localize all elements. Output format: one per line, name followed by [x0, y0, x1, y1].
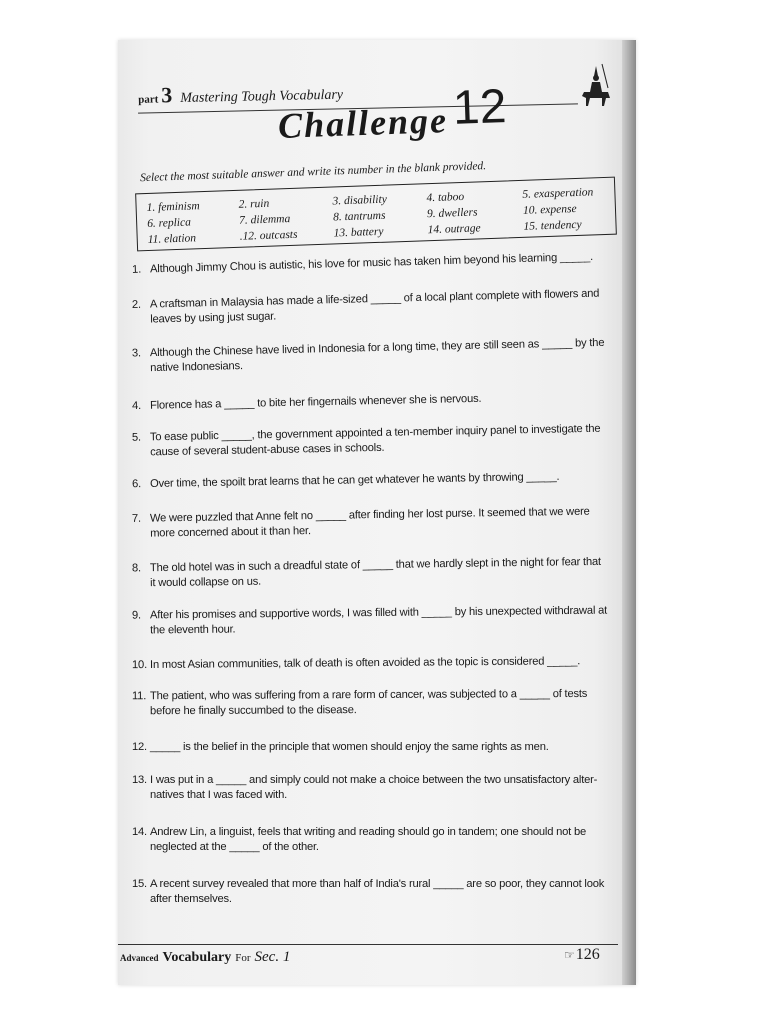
question-text: I was put in a _____ and simply could not make a choice between the two unsatisfactory alter-: [150, 774, 598, 786]
word-column-3: [332, 192, 388, 242]
footer-advanced: Advanced: [120, 953, 159, 963]
question-text: In most Asian communities, talk of death is often avoided as the topic is considered _____.: [149, 655, 581, 671]
question-9: [132, 603, 622, 637]
instruction-text: Select the most suitable answer and write its number in the blank provided.: [139, 160, 487, 185]
word-option: .12. outcasts: [239, 228, 298, 243]
question-text: A recent survey revealed that more than half of India's rural _____ are so poor, they cannot look: [150, 878, 605, 890]
question-text-cont: native Indonesians.: [150, 359, 243, 374]
horse-rider-icon: [578, 62, 614, 110]
question-number: 4.: [131, 399, 142, 413]
footer-title: [120, 948, 290, 966]
question-text: Although Jimmy Chou is autistic, his love for music has taken him beyond his learning _____.: [149, 250, 594, 276]
question-8: [132, 555, 622, 591]
word-option: 6. replica: [146, 216, 192, 230]
word-option: 2. ruin: [238, 197, 270, 211]
section-title: Mastering Tough Vocabulary: [180, 87, 344, 107]
question-number: 6.: [131, 478, 142, 491]
question-7: [132, 504, 622, 541]
word-column-2: [238, 195, 297, 245]
word-option: 11. elation: [147, 232, 197, 246]
question-text: To ease public _____, the government appointed a ten-member inquiry panel to investigate the: [149, 422, 601, 444]
word-column-1: [146, 198, 201, 248]
question-text-cont: after themselves.: [150, 892, 232, 905]
word-option: 3. disability: [332, 193, 388, 208]
question-number: 8.: [131, 562, 141, 575]
challenge-number: 12: [452, 80, 508, 135]
question-text: Although the Chinese have lived in Indonesia for a long time, they are still seen as _____ by the: [149, 336, 605, 360]
question-text: Over time, the spoilt brat learns that he can get whatever he wants by throwing _____.: [149, 470, 560, 490]
word-option: 5. exasperation: [522, 186, 594, 201]
question-13: [132, 773, 622, 802]
question-number: 12.: [132, 741, 147, 753]
question-6: [132, 469, 622, 492]
question-3: [132, 335, 623, 375]
question-text-cont: it would collapse on us.: [150, 575, 262, 589]
question-number: 13.: [132, 774, 147, 786]
question-4: [132, 389, 622, 414]
question-10: [132, 654, 622, 673]
question-number: 2.: [131, 298, 141, 311]
footer-rule: [118, 944, 618, 945]
word-option: 8. tantrums: [332, 209, 386, 224]
question-number: 9.: [131, 609, 141, 622]
question-14: [132, 825, 622, 854]
question-text-cont: leaves by using just sugar.: [150, 309, 277, 326]
question-text-cont: cause of several student-abuse cases in schools.: [150, 441, 385, 458]
part-number: 3: [160, 82, 173, 108]
word-option: 9. dwellers: [426, 206, 478, 221]
question-text: We were puzzled that Anne felt no _____ after finding her lost purse. It seemed that we were: [149, 505, 590, 525]
question-11: [132, 687, 622, 719]
word-column-4: [426, 188, 481, 238]
question-text-cont: before he finally succumbed to the disease.: [150, 703, 357, 717]
word-option: 1. feminism: [146, 200, 200, 214]
question-number: 14.: [132, 826, 147, 838]
word-bank: [135, 177, 617, 252]
word-column-5: [522, 184, 595, 234]
question-text: Florence has a _____ to bite her fingernails whenever she is nervous.: [149, 392, 482, 412]
word-option: 10. expense: [522, 202, 577, 217]
question-number: 5.: [131, 431, 141, 444]
question-number: 11.: [131, 690, 147, 703]
word-option: 7. dilemma: [238, 212, 291, 227]
question-text: After his promises and supportive words, I was filled with _____ by his unexpected withdrawal at: [149, 604, 608, 622]
question-15: [132, 877, 622, 906]
footer-vocabulary: Vocabulary: [162, 950, 232, 965]
question-text-cont: the eleventh hour.: [150, 622, 236, 636]
question-1: [132, 249, 622, 277]
question-number: 3.: [131, 347, 141, 360]
question-number: 15.: [132, 878, 147, 890]
question-text: _____ is the belief in the principle that women should enjoy the same rights as men.: [150, 741, 549, 753]
part-label: part: [138, 93, 159, 106]
question-text-cont: natives that I was faced with.: [150, 788, 288, 801]
book-page: [118, 40, 636, 985]
word-option: 14. outrage: [427, 222, 481, 237]
page-number-text: 126: [575, 946, 600, 963]
question-number: 7.: [131, 512, 141, 525]
question-text: The old hotel was in such a dreadful state of _____ that we hardly slept in the night for fear that: [149, 555, 601, 575]
challenge-title: Challenge: [277, 100, 449, 146]
question-text: The patient, who was suffering from a rare form of cancer, was subjected to a _____ of tests: [149, 687, 588, 703]
question-number: 10.: [131, 659, 148, 672]
word-option: 4. taboo: [426, 190, 465, 205]
question-text: Andrew Lin, a linguist, feels that writing and reading should go in tandem; one should not be: [150, 826, 587, 838]
page-number: [564, 946, 600, 964]
pointing-hand-icon: ☞: [564, 948, 575, 962]
question-text-cont: neglected at the _____ of the other.: [150, 840, 319, 853]
question-text-cont: more concerned about it than her.: [150, 524, 311, 540]
question-number: 1.: [131, 263, 142, 276]
word-option: 15. tendency: [523, 218, 582, 233]
footer-for: For: [235, 952, 251, 964]
question-text: A craftsman in Malaysia has made a life-sized _____ of a local plant complete with flowers and: [149, 287, 600, 311]
question-12: [132, 740, 622, 755]
page-binding: [622, 40, 636, 985]
footer-sec: Sec. 1: [254, 949, 291, 965]
word-option: 13. battery: [333, 225, 384, 240]
question-2: [132, 286, 623, 327]
question-5: [132, 421, 622, 459]
